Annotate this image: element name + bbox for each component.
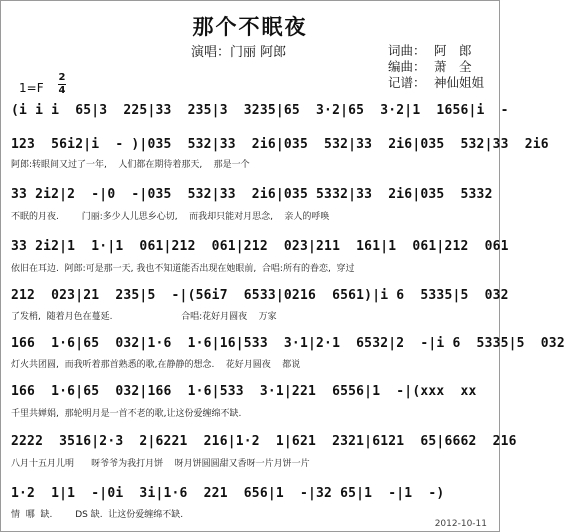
transcription-date: 2012-10-11 (434, 519, 487, 529)
notation-line-2: 123 56i2|i - )|035 532|33 2i6|035 532|33 2i6|035 532|33 2i6 (11, 137, 549, 152)
lyrics-line-2: 阿郎:转眼间又过了一年, 人们都在期待着那天, 那是一个 (11, 160, 250, 170)
notation-line-3: 33 2i2|2 -|0 -|035 532|33 2i6|035 5332|33 2i6|035 5332 (11, 187, 493, 202)
singers: 演唱：门丽 阿郎 (191, 45, 287, 60)
credit-label: 记谱： (388, 75, 426, 90)
credit-label: 编曲： (388, 59, 426, 74)
key-signature: 1=F (19, 81, 44, 95)
notation-line-9: 1·2 1|1 -|0i 3i|1·6 221 656|1 -|32 65|1 -|1 -) (11, 486, 445, 501)
notation-line-4: 33 2i2|1 1·|1 061|212 061|212 023|211 161|1 061|212 061 (11, 239, 509, 254)
lyrics-line-5: 了发梢, 随着月色在蔓延. 合唱:花好月圆夜 万家 (11, 312, 277, 322)
lyrics-line-3: 不眠的月夜. 门丽:多少人儿思乡心切, 而我却只能对月思念, 亲人的呼唤 (11, 212, 330, 222)
lyrics-line-6: 灯火共团圆, 而我听着那首熟悉的歌,在静静的想念. 花好月圆夜 都说 (11, 360, 301, 370)
lyrics-line-7: 千里共婵娟, 那轮明月是一首不老的歌,让这份爱缠绵不缺. (11, 409, 242, 419)
notation-line-7: 166 1·6|65 032|166 1·6|533 3·1|221 6556|1 -|(xxx xx (11, 384, 477, 399)
notation-line-8: 2222 3516|2·3 2|6221 216|1·2 1|621 2321|6121 65|6662 216 (11, 434, 517, 449)
notation-line-1: (i i i 65|3 225|33 235|3 3235|65 3·2|65 3·2|1 1656|i - (11, 103, 509, 118)
meter-top: 2 (58, 72, 66, 83)
lyrics-line-4: 依旧在耳边. 阿郎:可是那一天, 我也不知道能否出现在她眼前, 合唱:所有的眷恋, 穿过 (11, 264, 355, 274)
notation-line-5: 212 023|21 235|5 -|(56i7 6533|0216 6561)|i 6 5335|5 032 (11, 288, 509, 303)
lyrics-line-9: 情 哪 缺. DS 缺. 让这份爱缠绵不缺. (11, 510, 184, 520)
credit-value: 萧 全 (434, 59, 472, 74)
score (1, 1, 565, 531)
credit-value: 神仙姐姐 (434, 75, 485, 90)
song-title: 那个不眠夜 (192, 14, 308, 39)
credit-value: 阿 郎 (434, 43, 472, 58)
notation-line-6: 166 1·6|65 032|1·6 1·6|16|533 3·1|2·1 6532|2 -|i 6 5335|5 032 (11, 336, 565, 351)
credit-label: 词曲： (388, 43, 426, 58)
lyrics-line-8: 八月十五月儿明 呀爷爷为我打月饼 呀月饼圆圆甜又香呀一片月饼一片 (11, 459, 310, 469)
meter-bottom: 4 (58, 85, 66, 96)
